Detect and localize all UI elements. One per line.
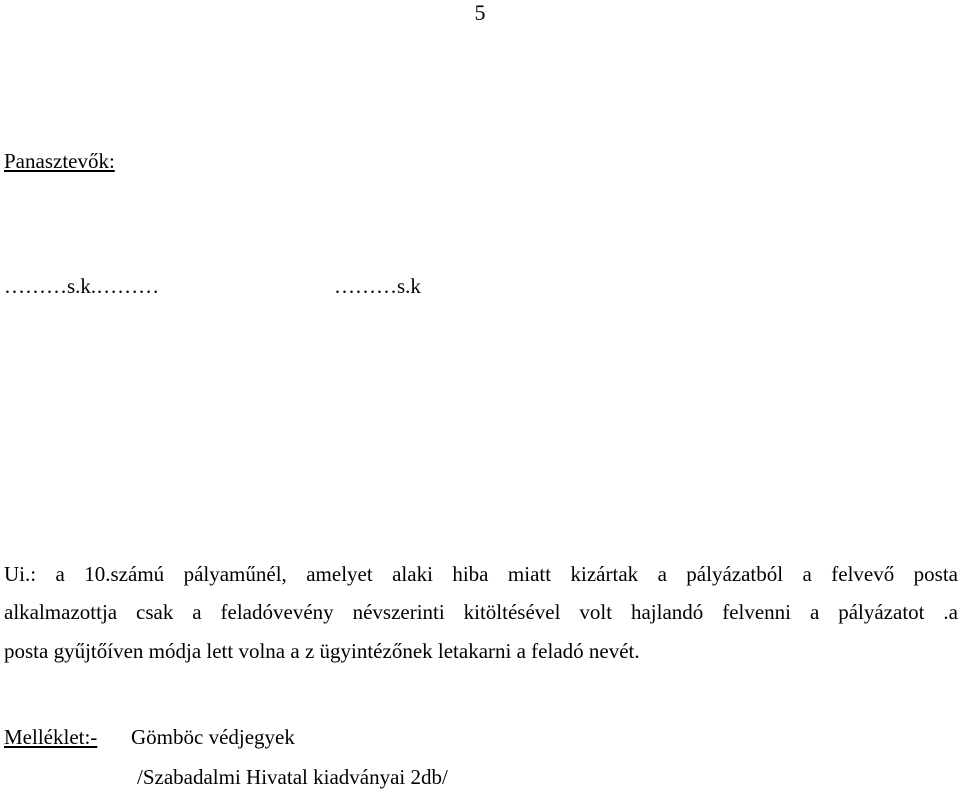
- signature-right: ………s.k: [334, 274, 421, 298]
- body-line-1: Ui.: a 10.számú pályaműnél, amelyet alaki hiba miatt kizártak a pályázatból a felvevő posta: [4, 562, 958, 586]
- body-line-3: posta gyűjtőíven módja lett volna a z ügyintézőnek letakarni a feladó nevét.: [4, 639, 640, 663]
- complainants-heading: Panasztevők:: [4, 149, 115, 173]
- page-number: 5: [474, 0, 486, 25]
- body-line-2: alkalmazottja csak a feladóvevény névszerinti kitöltésével volt hajlandó felvenni a pályázatot .a: [4, 600, 958, 624]
- attachment-item-1: Gömböc védjegyek: [131, 725, 295, 749]
- attachment-label: Melléklet:-: [4, 725, 98, 749]
- signature-left: ………s.k.………: [4, 274, 160, 298]
- attachment-item-2: /Szabadalmi Hivatal kiadványai 2db/: [137, 765, 448, 789]
